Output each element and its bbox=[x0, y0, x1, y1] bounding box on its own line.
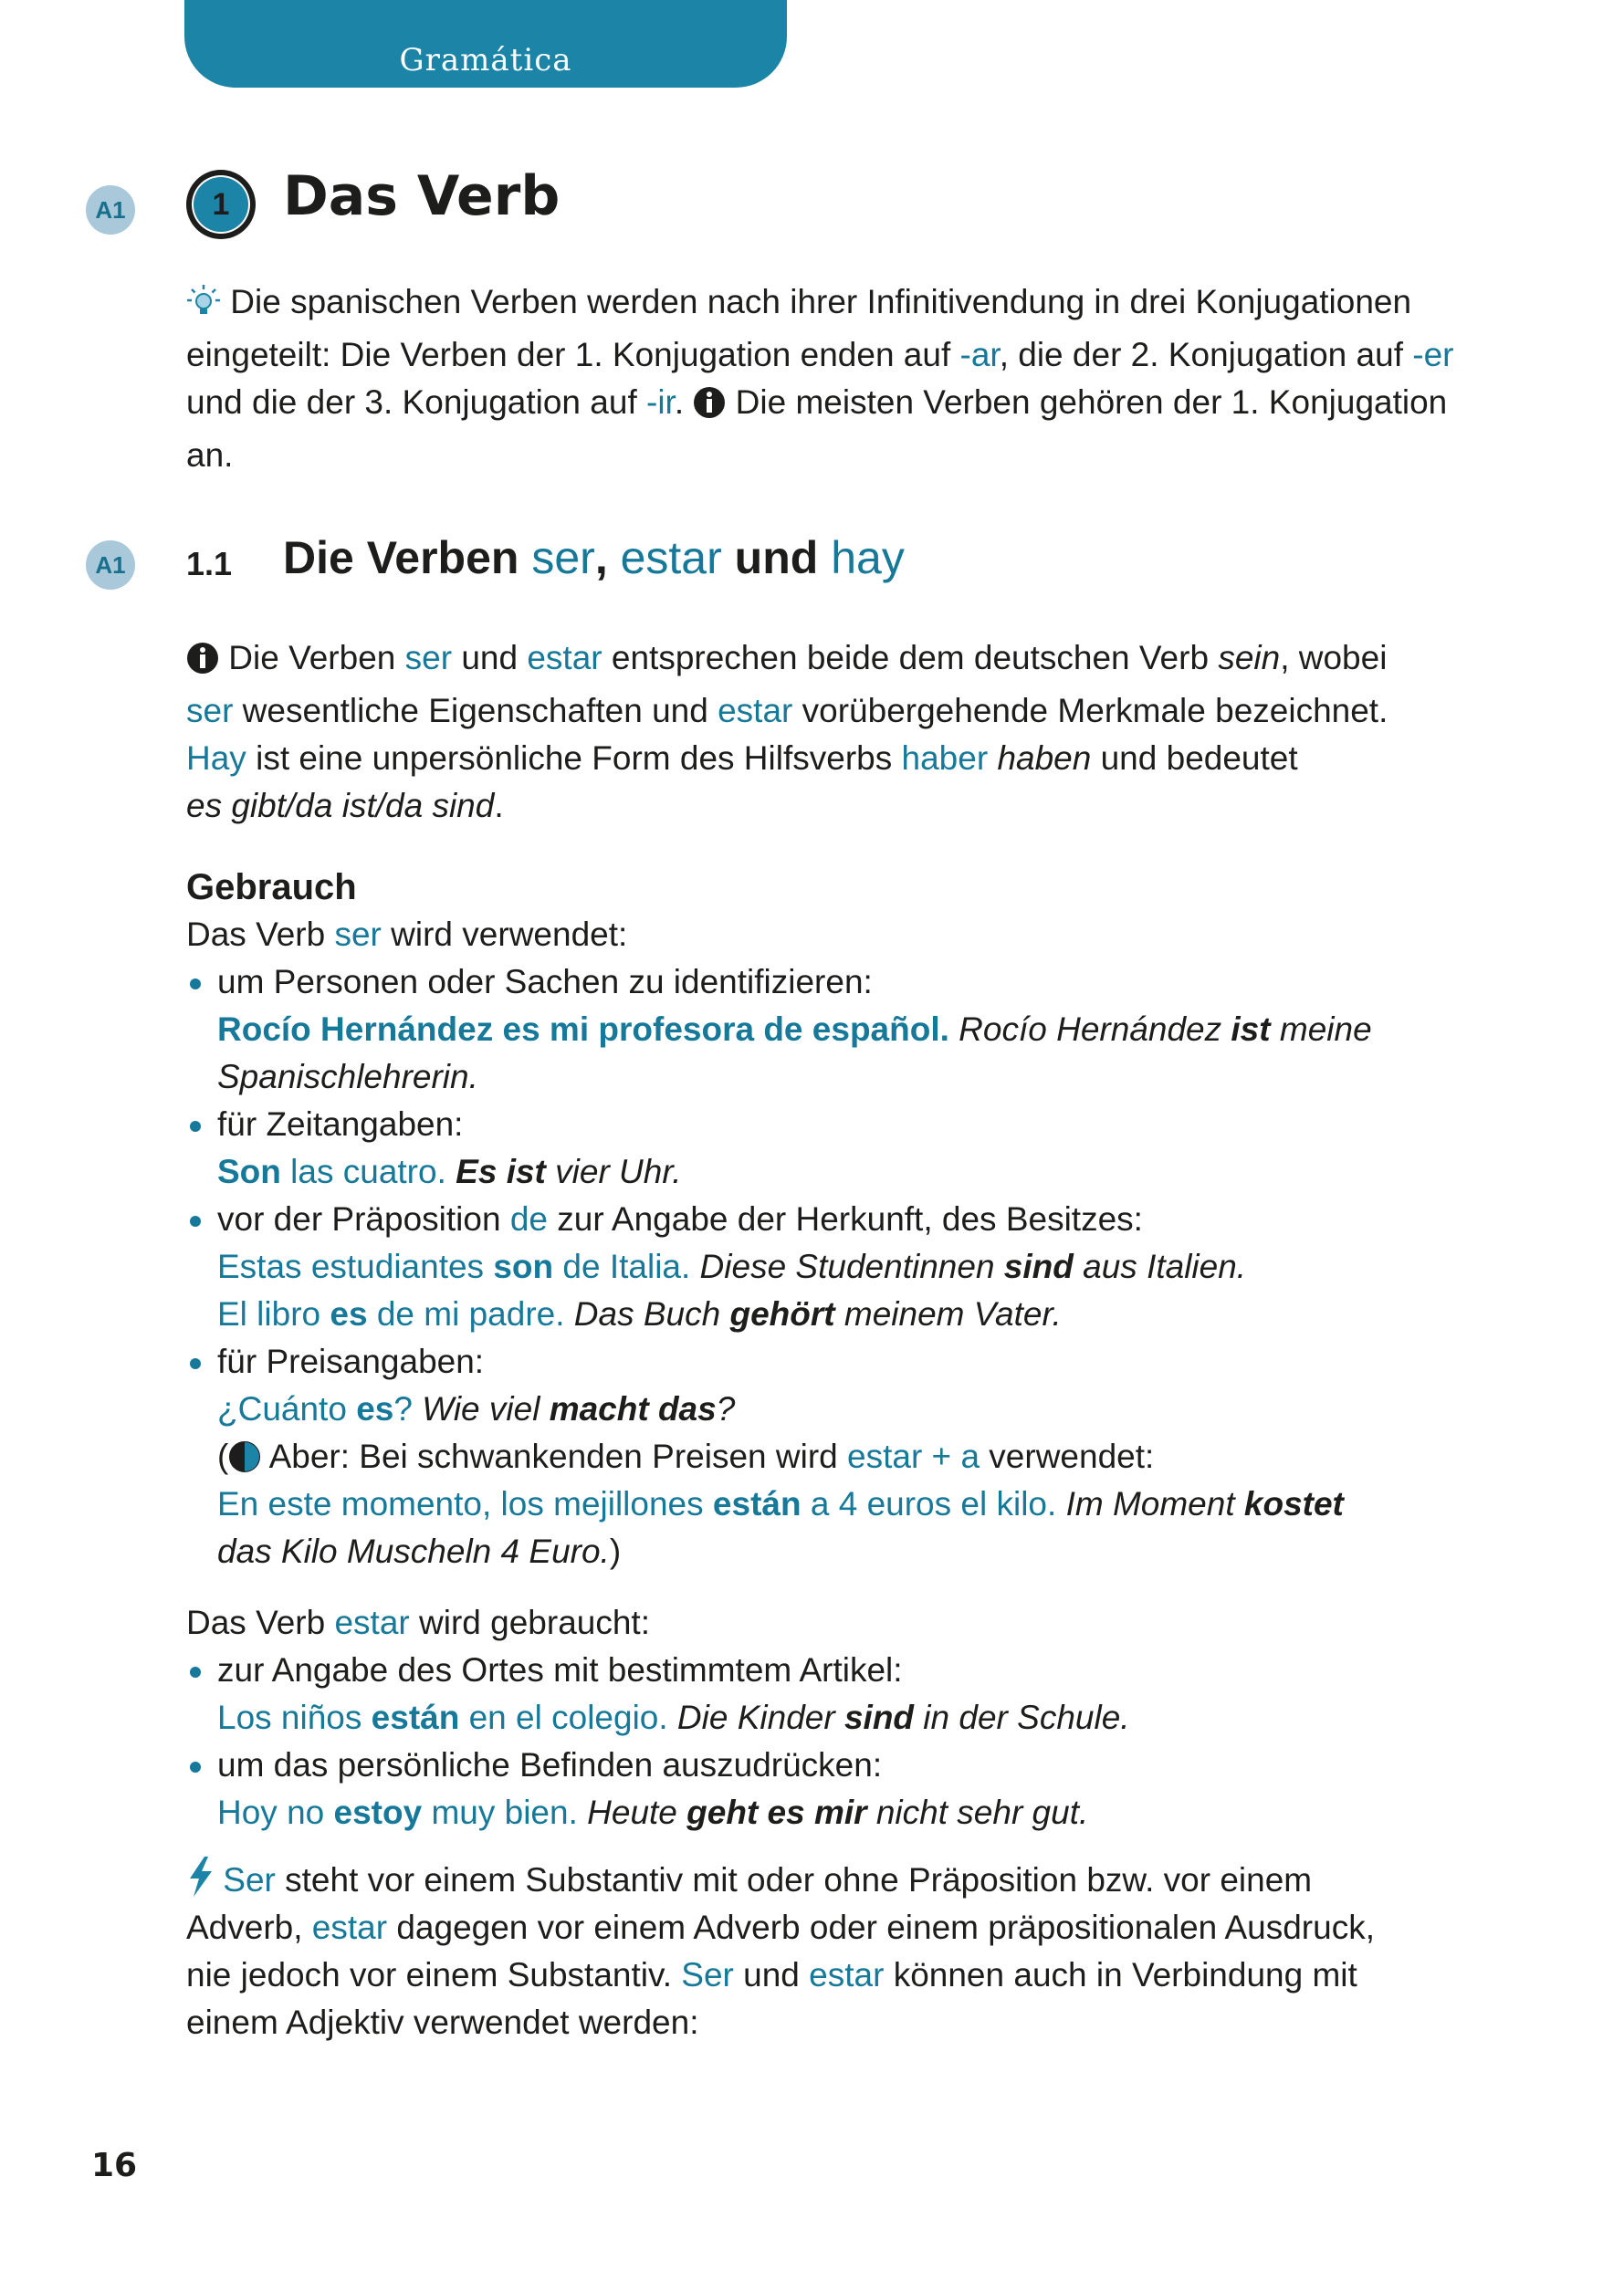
list-item bbox=[186, 1101, 1501, 1148]
intro-text: Die meisten Verben gehören der 1. Konjugation an. bbox=[186, 383, 1448, 474]
example-es-verb: están bbox=[712, 1485, 802, 1523]
example-es: a 4 euros el kilo. bbox=[801, 1485, 1057, 1523]
list-item bbox=[186, 1338, 1501, 1386]
intro-text: , wobei bbox=[1280, 639, 1388, 676]
info-icon bbox=[693, 384, 726, 432]
text: und bbox=[733, 1956, 810, 1994]
example-line bbox=[186, 1243, 1501, 1291]
example-line bbox=[186, 1006, 1501, 1053]
example-de-verb: Es ist bbox=[456, 1153, 546, 1190]
estar-usage-list bbox=[186, 1599, 1501, 1837]
text: für Preisangaben: bbox=[217, 1343, 485, 1380]
section-title-ser: ser bbox=[531, 532, 595, 583]
text: ) bbox=[609, 1533, 622, 1570]
term-de: de bbox=[509, 1200, 548, 1238]
text: können auch in Verbindung mit bbox=[884, 1956, 1357, 1994]
chapter-intro bbox=[186, 278, 1501, 479]
intro-text: . bbox=[494, 787, 504, 824]
section-title-estar: estar bbox=[620, 532, 722, 583]
example-es-verb: es bbox=[330, 1295, 368, 1333]
intro-text: , die der 2. Konjugation auf bbox=[999, 336, 1413, 373]
example-de-verb: ist bbox=[1231, 1010, 1271, 1048]
intro-text: und bbox=[452, 639, 528, 676]
warning-line bbox=[186, 1857, 1501, 1904]
level-badge: A1 bbox=[86, 185, 135, 235]
intro-text: und bedeutet bbox=[1091, 739, 1298, 777]
example-de-verb: geht es mir bbox=[686, 1794, 867, 1831]
ending-er: -er bbox=[1412, 336, 1454, 373]
term-gibt: es gibt/da ist/da sind bbox=[186, 787, 495, 824]
example-de bbox=[446, 1153, 456, 1190]
subheading-gebrauch: Gebrauch bbox=[186, 867, 357, 907]
example-line bbox=[186, 1528, 1501, 1575]
example-de: Spanischlehrerin. bbox=[217, 1058, 478, 1095]
example-es: Los niños bbox=[217, 1699, 372, 1736]
example-line bbox=[186, 1291, 1501, 1338]
chapter-title: Das Verb bbox=[283, 164, 561, 228]
contrast-icon bbox=[228, 1439, 261, 1486]
list-item bbox=[186, 1742, 1501, 1789]
term-ser: ser bbox=[186, 692, 234, 729]
example-es-verb: es bbox=[356, 1390, 394, 1428]
text: für Zeitangaben: bbox=[217, 1105, 464, 1143]
note-line bbox=[186, 1433, 1501, 1481]
estar-intro bbox=[186, 1599, 1501, 1647]
example-es: Hoy no bbox=[217, 1794, 334, 1831]
example-line bbox=[186, 1148, 1501, 1196]
section-intro bbox=[186, 634, 1501, 830]
example-es: ¿Cuánto bbox=[217, 1390, 357, 1428]
intro-text: . bbox=[674, 383, 694, 421]
example-de: das Kilo Muscheln 4 Euro. bbox=[217, 1533, 610, 1570]
example-line bbox=[186, 1053, 1501, 1101]
section-tab-label: Gramática bbox=[399, 42, 572, 78]
example-de-verb: macht das bbox=[549, 1390, 717, 1428]
intro-text: Die Verben bbox=[219, 639, 405, 676]
page-number: 16 bbox=[91, 2147, 138, 2184]
term-ser: Ser bbox=[223, 1861, 276, 1899]
example-line bbox=[186, 1694, 1501, 1742]
section-tab bbox=[184, 0, 787, 88]
text: Adverb, bbox=[186, 1909, 312, 1946]
term-estar: estar bbox=[334, 1604, 410, 1641]
intro-text: Die spanischen Verben werden nach ihrer Infinitivendung in drei Konjugationen eingeteilt: Die Verben der 1. Konjugation enden auf bbox=[186, 283, 1412, 373]
text: Das Verb bbox=[186, 916, 335, 953]
warning-line bbox=[186, 1952, 1501, 1999]
list-item bbox=[186, 958, 1501, 1006]
text: vor der Präposition bbox=[217, 1200, 510, 1238]
lightning-icon bbox=[186, 1857, 214, 1910]
example-es: El libro bbox=[217, 1295, 330, 1333]
example-es-verb: Son bbox=[217, 1153, 281, 1190]
term-ser: ser bbox=[404, 639, 453, 676]
text: zur Angabe des Ortes mit bestimmtem Artikel: bbox=[217, 1651, 903, 1689]
term-haber: haber bbox=[901, 739, 989, 777]
text: zur Angabe der Herkunft, des Besitzes: bbox=[547, 1200, 1143, 1238]
section-title bbox=[283, 528, 905, 588]
term-ser: ser bbox=[334, 916, 382, 953]
example-de: meine bbox=[1270, 1010, 1372, 1048]
example-es: mi profesora de español. bbox=[540, 1010, 949, 1048]
term-haben: haben bbox=[997, 739, 1092, 777]
example-line bbox=[186, 1481, 1501, 1528]
section-title-hay: hay bbox=[831, 532, 905, 583]
example-es-verb: estoy bbox=[333, 1794, 423, 1831]
text: einem Adjektiv verwendet werden: bbox=[186, 2004, 699, 2041]
term-estar: estar bbox=[527, 639, 602, 676]
term-estar: estar bbox=[311, 1909, 388, 1946]
example-de: Die Kinder bbox=[667, 1699, 844, 1736]
intro-text: vorübergehende Merkmale bezeichnet. bbox=[792, 692, 1388, 729]
intro-text: und die der 3. Konjugation auf bbox=[186, 383, 646, 421]
example-es-verb: están bbox=[371, 1699, 460, 1736]
example-es: muy bien. bbox=[422, 1794, 578, 1831]
text: wird verwendet: bbox=[381, 916, 628, 953]
text: ( bbox=[217, 1438, 229, 1475]
warning-note bbox=[186, 1857, 1501, 2046]
ending-ar: -ar bbox=[959, 336, 1000, 373]
text: verwendet: bbox=[980, 1438, 1155, 1475]
intro-text: wesentliche Eigenschaften und bbox=[233, 692, 718, 729]
warning-line bbox=[186, 1904, 1501, 1952]
term-sein: sein bbox=[1218, 639, 1281, 676]
text: um das persönliche Befinden auszudrücken: bbox=[217, 1746, 883, 1784]
term-estar: estar bbox=[718, 692, 793, 729]
example-line bbox=[186, 1386, 1501, 1433]
example-de: Diese Studentinnen bbox=[690, 1248, 1004, 1285]
text: um Personen oder Sachen zu identifizieren: bbox=[217, 963, 873, 1000]
ser-usage-list bbox=[186, 911, 1501, 1575]
example-de-verb: gehört bbox=[729, 1295, 835, 1333]
term-ser: Ser bbox=[681, 1956, 734, 1994]
example-es: Rocío Hernández bbox=[217, 1010, 503, 1048]
example-de: Das Buch bbox=[564, 1295, 730, 1333]
list-item bbox=[186, 1196, 1501, 1243]
intro-text: entsprechen beide dem deutschen Verb bbox=[602, 639, 1219, 676]
term-estar: estar + a bbox=[847, 1438, 980, 1475]
term-hay: Hay bbox=[186, 739, 246, 777]
example-de: meinem Vater. bbox=[834, 1295, 1062, 1333]
intro-text: ist eine unpersönliche Form des Hilfsverbs bbox=[246, 739, 902, 777]
lightbulb-icon bbox=[186, 284, 221, 331]
example-de-verb: sind bbox=[843, 1699, 915, 1736]
example-es: En este momento, los mejillones bbox=[217, 1485, 713, 1523]
ending-ir: -ir bbox=[646, 383, 675, 421]
level-badge: A1 bbox=[86, 540, 135, 590]
chapter-number: 1 bbox=[194, 177, 248, 232]
example-es-verb: es bbox=[502, 1010, 540, 1048]
example-de: vier Uhr. bbox=[545, 1153, 682, 1190]
example-line bbox=[186, 1789, 1501, 1837]
text: wird gebraucht: bbox=[409, 1604, 650, 1641]
example-es-verb: son bbox=[493, 1248, 554, 1285]
text: dagegen vor einem Adverb oder einem präpositionalen Ausdruck, bbox=[387, 1909, 1375, 1946]
chapter-number-circle bbox=[186, 170, 256, 239]
text: Das Verb bbox=[186, 1604, 335, 1641]
example-es: ? bbox=[393, 1390, 413, 1428]
ser-intro bbox=[186, 911, 1501, 958]
example-de: Im Moment bbox=[1056, 1485, 1244, 1523]
term-estar: estar bbox=[809, 1956, 885, 1994]
example-de-verb: kostet bbox=[1243, 1485, 1344, 1523]
example-es: en el colegio. bbox=[459, 1699, 668, 1736]
example-de-verb: sind bbox=[1003, 1248, 1074, 1285]
example-de: aus Italien. bbox=[1073, 1248, 1247, 1285]
section-title-text: , bbox=[594, 532, 621, 583]
example-de: in der Schule. bbox=[914, 1699, 1130, 1736]
example-de: Heute bbox=[577, 1794, 687, 1831]
example-es: de Italia. bbox=[553, 1248, 691, 1285]
example-de: Wie viel bbox=[412, 1390, 550, 1428]
info-icon bbox=[186, 640, 219, 687]
example-es: de mi padre. bbox=[367, 1295, 565, 1333]
warning-line bbox=[186, 1999, 1501, 2046]
example-de: Rocío Hernández bbox=[948, 1010, 1231, 1048]
example-de: ? bbox=[716, 1390, 736, 1428]
example-es: las cuatro. bbox=[280, 1153, 446, 1190]
text: steht vor einem Substantiv mit oder ohne Präposition bzw. vor einem bbox=[275, 1861, 1313, 1899]
section-number: 1.1 bbox=[186, 545, 233, 582]
example-de: nicht sehr gut. bbox=[866, 1794, 1089, 1831]
text: Aber: Bei schwankenden Preisen wird bbox=[261, 1438, 848, 1475]
intro-text bbox=[988, 739, 997, 777]
list-item bbox=[186, 1647, 1501, 1694]
example-es: Estas estudiantes bbox=[217, 1248, 494, 1285]
text: nie jedoch vor einem Substantiv. bbox=[186, 1956, 682, 1994]
section-title-text: Die Verben bbox=[283, 532, 532, 583]
section-title-text: und bbox=[721, 532, 832, 583]
